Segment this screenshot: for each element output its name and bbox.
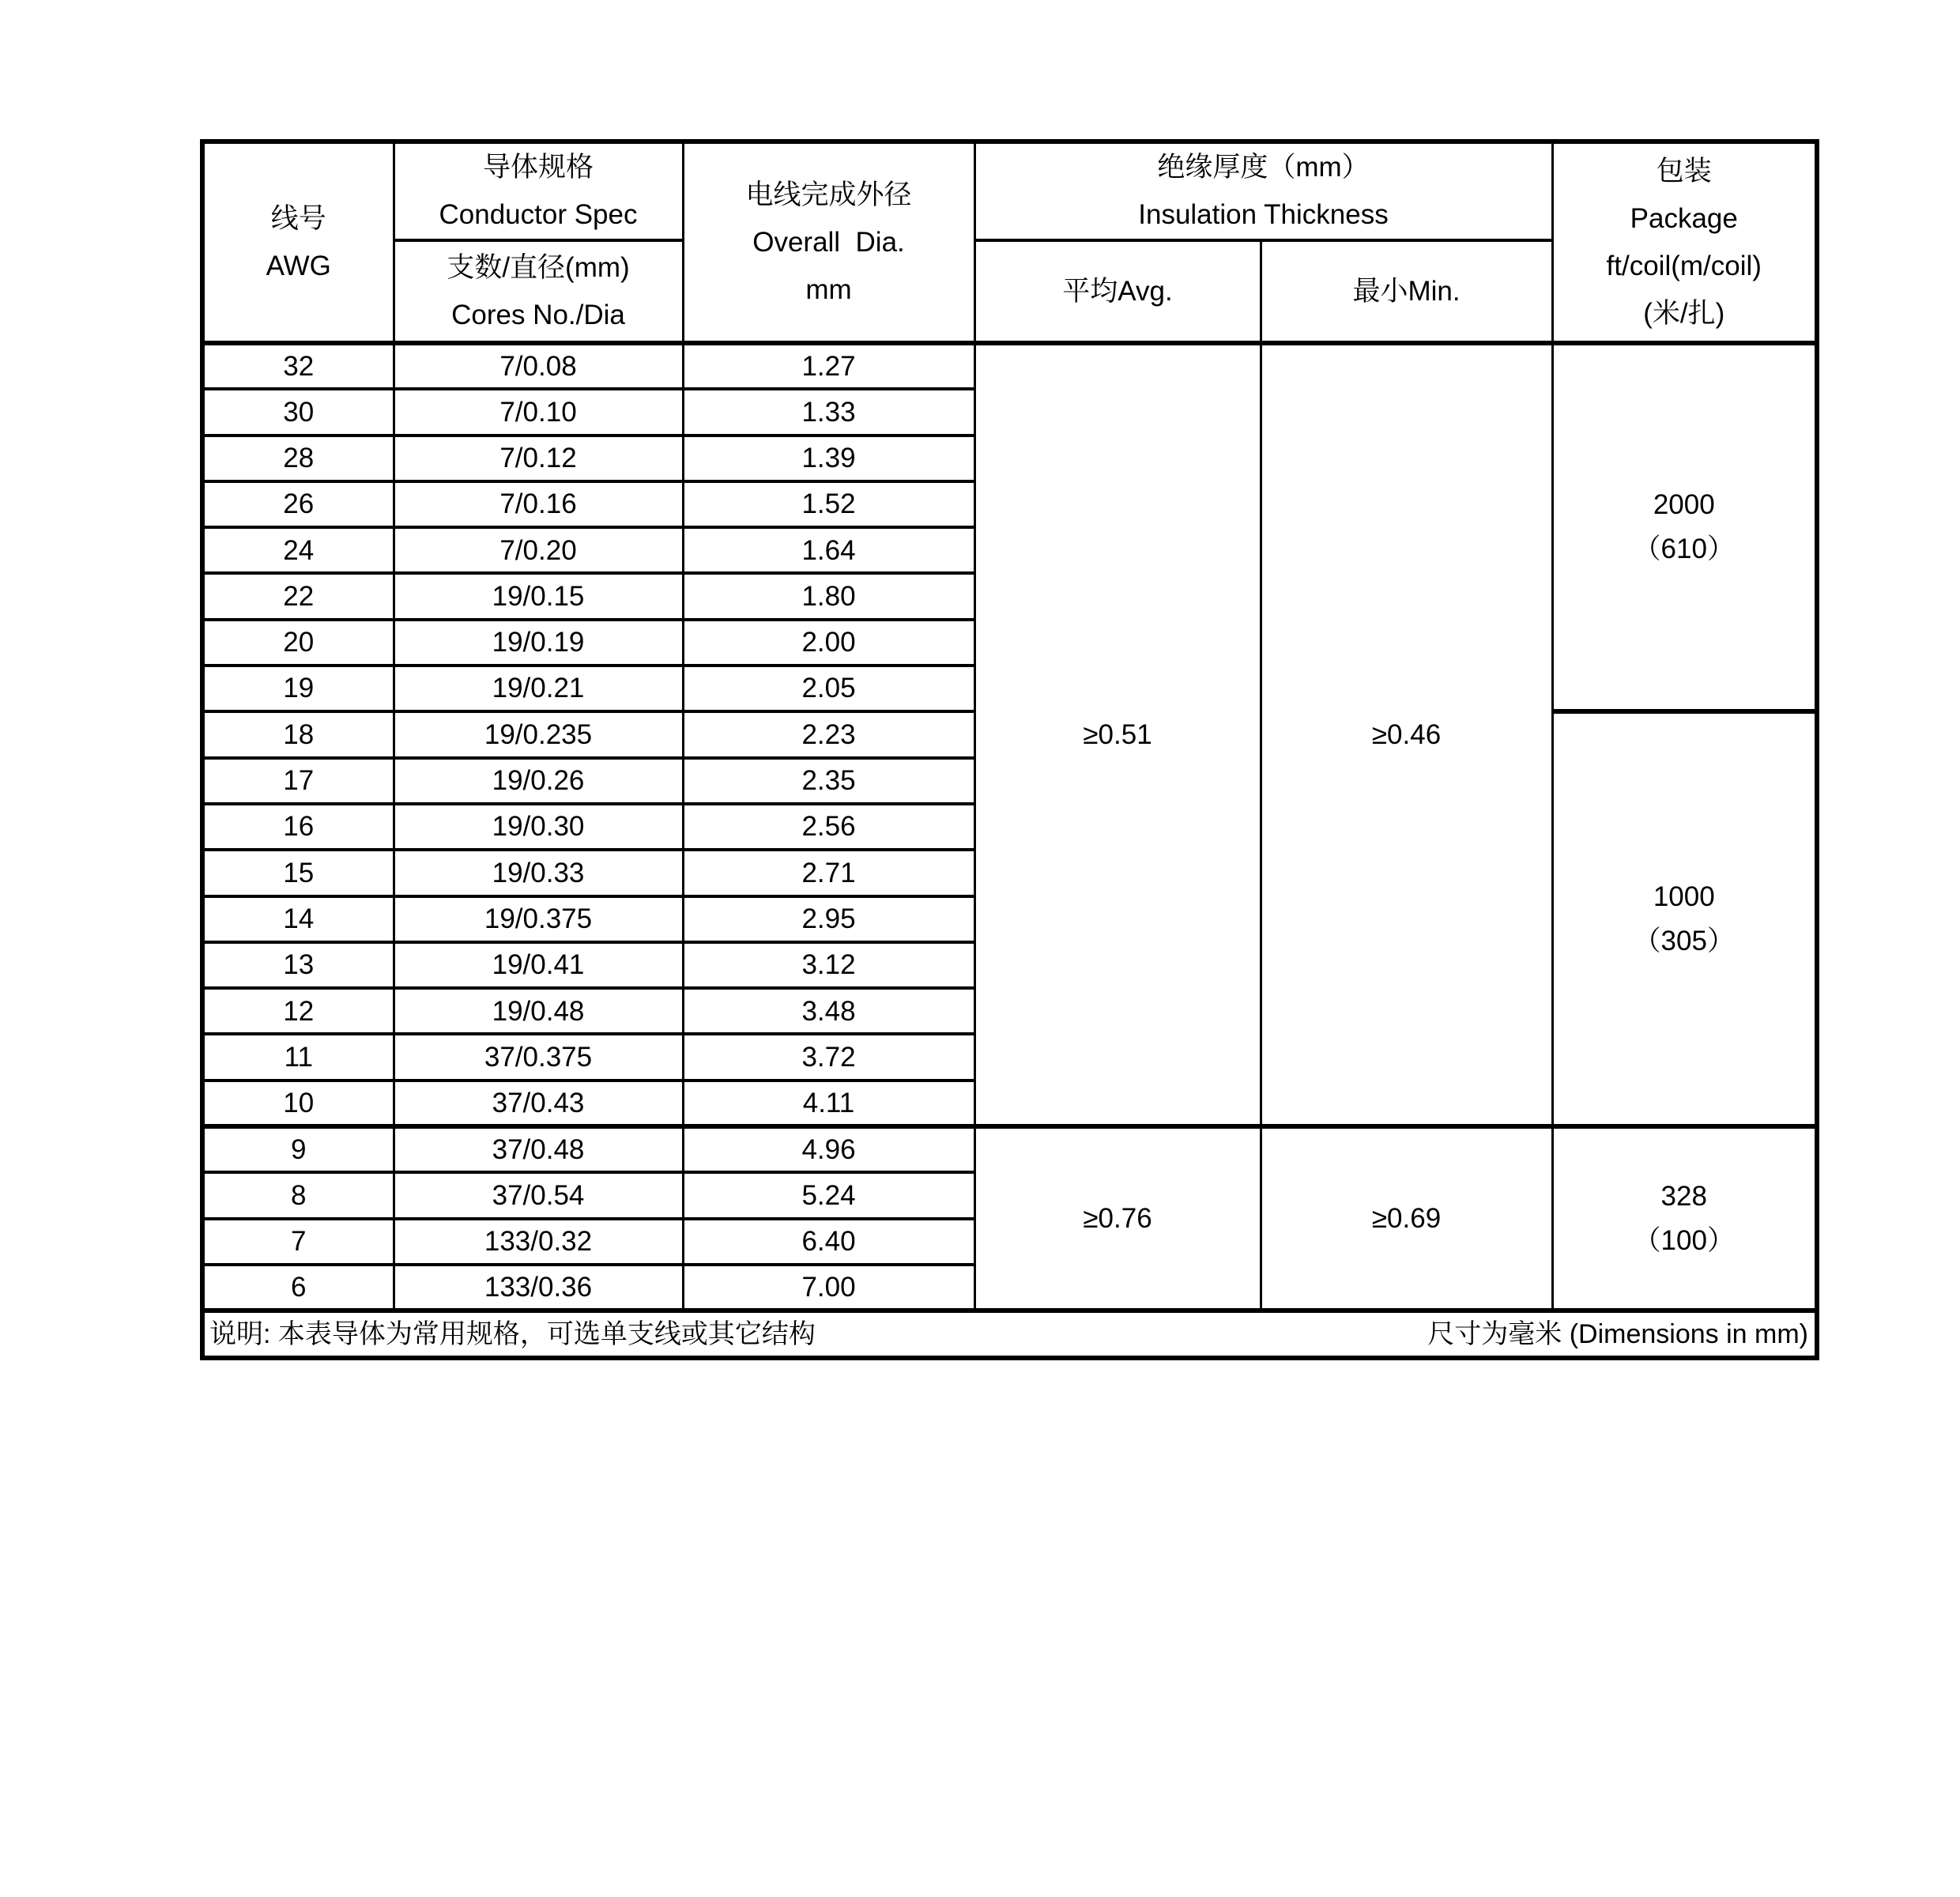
awg-cell: 13 <box>202 942 394 988</box>
cores-cell: 133/0.36 <box>394 1265 683 1311</box>
awg-cell: 32 <box>202 343 394 389</box>
cores-cell: 37/0.43 <box>394 1080 683 1126</box>
dia-cell: 2.71 <box>683 850 974 896</box>
dia-cell: 1.39 <box>683 436 974 481</box>
note-row <box>202 1311 1817 1358</box>
awg-cell: 30 <box>202 389 394 435</box>
package-merged-cell-2000 <box>1552 343 1817 711</box>
dia-cell: 1.80 <box>683 573 974 619</box>
header-awg <box>202 141 394 343</box>
cores-cell: 7/0.10 <box>394 389 683 435</box>
header-overall-dia <box>683 141 974 343</box>
package-merged-cell-2000-value: 2000 <box>1653 489 1715 521</box>
avg-merged-cell: ≥0.76 <box>974 1126 1261 1311</box>
awg-cell: 16 <box>202 804 394 850</box>
dia-cell: 2.95 <box>683 896 974 942</box>
avg-merged-cell: ≥0.51 <box>974 343 1261 1126</box>
header-conductor-cn: 导体规格 <box>482 152 594 183</box>
header-conductor-spec <box>394 141 683 240</box>
package-merged-cell-328 <box>1552 1126 1817 1311</box>
cores-cell: 19/0.26 <box>394 758 683 804</box>
dia-cell: 1.52 <box>683 481 974 527</box>
dia-cell: 3.12 <box>683 942 974 988</box>
cores-cell: 19/0.30 <box>394 804 683 850</box>
header-cores <box>394 240 683 343</box>
cores-cell: 19/0.48 <box>394 988 683 1034</box>
dia-cell: 7.00 <box>683 1265 974 1311</box>
awg-cell: 19 <box>202 666 394 711</box>
header-package-unit2: (米/扎) <box>1643 297 1725 329</box>
awg-cell: 10 <box>202 1080 394 1126</box>
package-merged-cell-1000-sub: （305） <box>1633 925 1735 956</box>
header-overall-cn: 电线完成外径 <box>745 179 912 210</box>
awg-cell: 28 <box>202 436 394 481</box>
note-wrap <box>205 1317 1815 1352</box>
dia-cell: 6.40 <box>683 1219 974 1265</box>
header-package-cn: 包装 <box>1656 155 1712 187</box>
cores-cell: 19/0.15 <box>394 573 683 619</box>
dia-cell: 2.56 <box>683 804 974 850</box>
min-merged-cell: ≥0.46 <box>1261 343 1552 1126</box>
awg-cell: 18 <box>202 711 394 757</box>
note-right-text <box>1427 1317 1808 1352</box>
header-awg-cn: 线号 <box>270 202 326 234</box>
cores-cell: 19/0.235 <box>394 711 683 757</box>
cores-cell: 37/0.48 <box>394 1126 683 1172</box>
cores-cell: 37/0.54 <box>394 1172 683 1218</box>
dia-cell: 3.72 <box>683 1034 974 1080</box>
dia-cell: 2.05 <box>683 666 974 711</box>
header-insulation-thickness <box>974 141 1552 240</box>
cores-cell: 7/0.20 <box>394 527 683 573</box>
header-overall-en: Overall Dia. <box>752 226 905 258</box>
note-right-en: (Dimensions in mm) <box>1569 1319 1808 1350</box>
note-left-text: 说明: 本表导体为常用规格，可选单支线或其它结构 <box>209 1319 816 1350</box>
awg-cell: 8 <box>202 1172 394 1218</box>
package-merged-cell-328-sub: （100） <box>1633 1224 1735 1256</box>
table-header <box>202 141 1817 343</box>
header-insulation-en: Insulation Thickness <box>1138 199 1389 230</box>
dia-cell: 2.23 <box>683 711 974 757</box>
cores-cell: 19/0.19 <box>394 620 683 666</box>
header-conductor-en: Conductor Spec <box>439 199 638 230</box>
awg-cell: 24 <box>202 527 394 573</box>
package-merged-cell-1000-value: 1000 <box>1653 881 1715 912</box>
cores-cell: 7/0.12 <box>394 436 683 481</box>
dia-cell: 5.24 <box>683 1172 974 1218</box>
cores-cell: 19/0.41 <box>394 942 683 988</box>
header-avg: 平均Avg. <box>974 240 1261 343</box>
dia-cell: 2.35 <box>683 758 974 804</box>
awg-cell: 22 <box>202 573 394 619</box>
table-footer <box>202 1311 1817 1358</box>
table-row <box>202 1126 1817 1172</box>
note-right-cn: 尺寸为毫米 <box>1427 1319 1570 1350</box>
header-package-en: Package <box>1630 202 1738 234</box>
note-cell <box>202 1311 1817 1358</box>
header-min: 最小Min. <box>1261 240 1552 343</box>
cores-cell: 7/0.08 <box>394 343 683 389</box>
header-package-unit: ft/coil(m/coil) <box>1606 250 1762 281</box>
cores-cell: 19/0.21 <box>394 666 683 711</box>
dia-cell: 2.00 <box>683 620 974 666</box>
awg-cell: 26 <box>202 481 394 527</box>
dia-cell: 4.11 <box>683 1080 974 1126</box>
dia-cell: 1.33 <box>683 389 974 435</box>
awg-cell: 15 <box>202 850 394 896</box>
dia-cell: 4.96 <box>683 1126 974 1172</box>
header-awg-en: AWG <box>266 250 331 281</box>
header-insulation-cn: 绝缘厚度（mm） <box>1157 152 1370 183</box>
cores-cell: 19/0.33 <box>394 850 683 896</box>
min-merged-cell: ≥0.69 <box>1261 1126 1552 1311</box>
cores-cell: 133/0.32 <box>394 1219 683 1265</box>
awg-cell: 11 <box>202 1034 394 1080</box>
table-row <box>202 343 1817 389</box>
header-overall-unit: mm <box>805 273 852 305</box>
awg-cell: 17 <box>202 758 394 804</box>
dia-cell: 1.64 <box>683 527 974 573</box>
header-cores-en: Cores No./Dia <box>451 299 625 330</box>
cores-cell: 7/0.16 <box>394 481 683 527</box>
cores-cell: 37/0.375 <box>394 1034 683 1080</box>
spec-table-body <box>202 343 1817 1311</box>
awg-cell: 9 <box>202 1126 394 1172</box>
package-merged-cell-328-value: 328 <box>1660 1180 1707 1212</box>
dia-cell: 3.48 <box>683 988 974 1034</box>
awg-cell: 6 <box>202 1265 394 1311</box>
header-package <box>1552 141 1817 343</box>
cores-cell: 19/0.375 <box>394 896 683 942</box>
awg-cell: 20 <box>202 620 394 666</box>
package-merged-cell-1000 <box>1552 711 1817 1126</box>
wire-spec-table <box>200 139 1819 1360</box>
awg-cell: 7 <box>202 1219 394 1265</box>
awg-cell: 12 <box>202 988 394 1034</box>
package-merged-cell-2000-sub: （610） <box>1633 534 1735 565</box>
awg-cell: 14 <box>202 896 394 942</box>
dia-cell: 1.27 <box>683 343 974 389</box>
header-cores-cn: 支数/直径(mm) <box>447 251 630 283</box>
header-row-top <box>202 141 1817 240</box>
